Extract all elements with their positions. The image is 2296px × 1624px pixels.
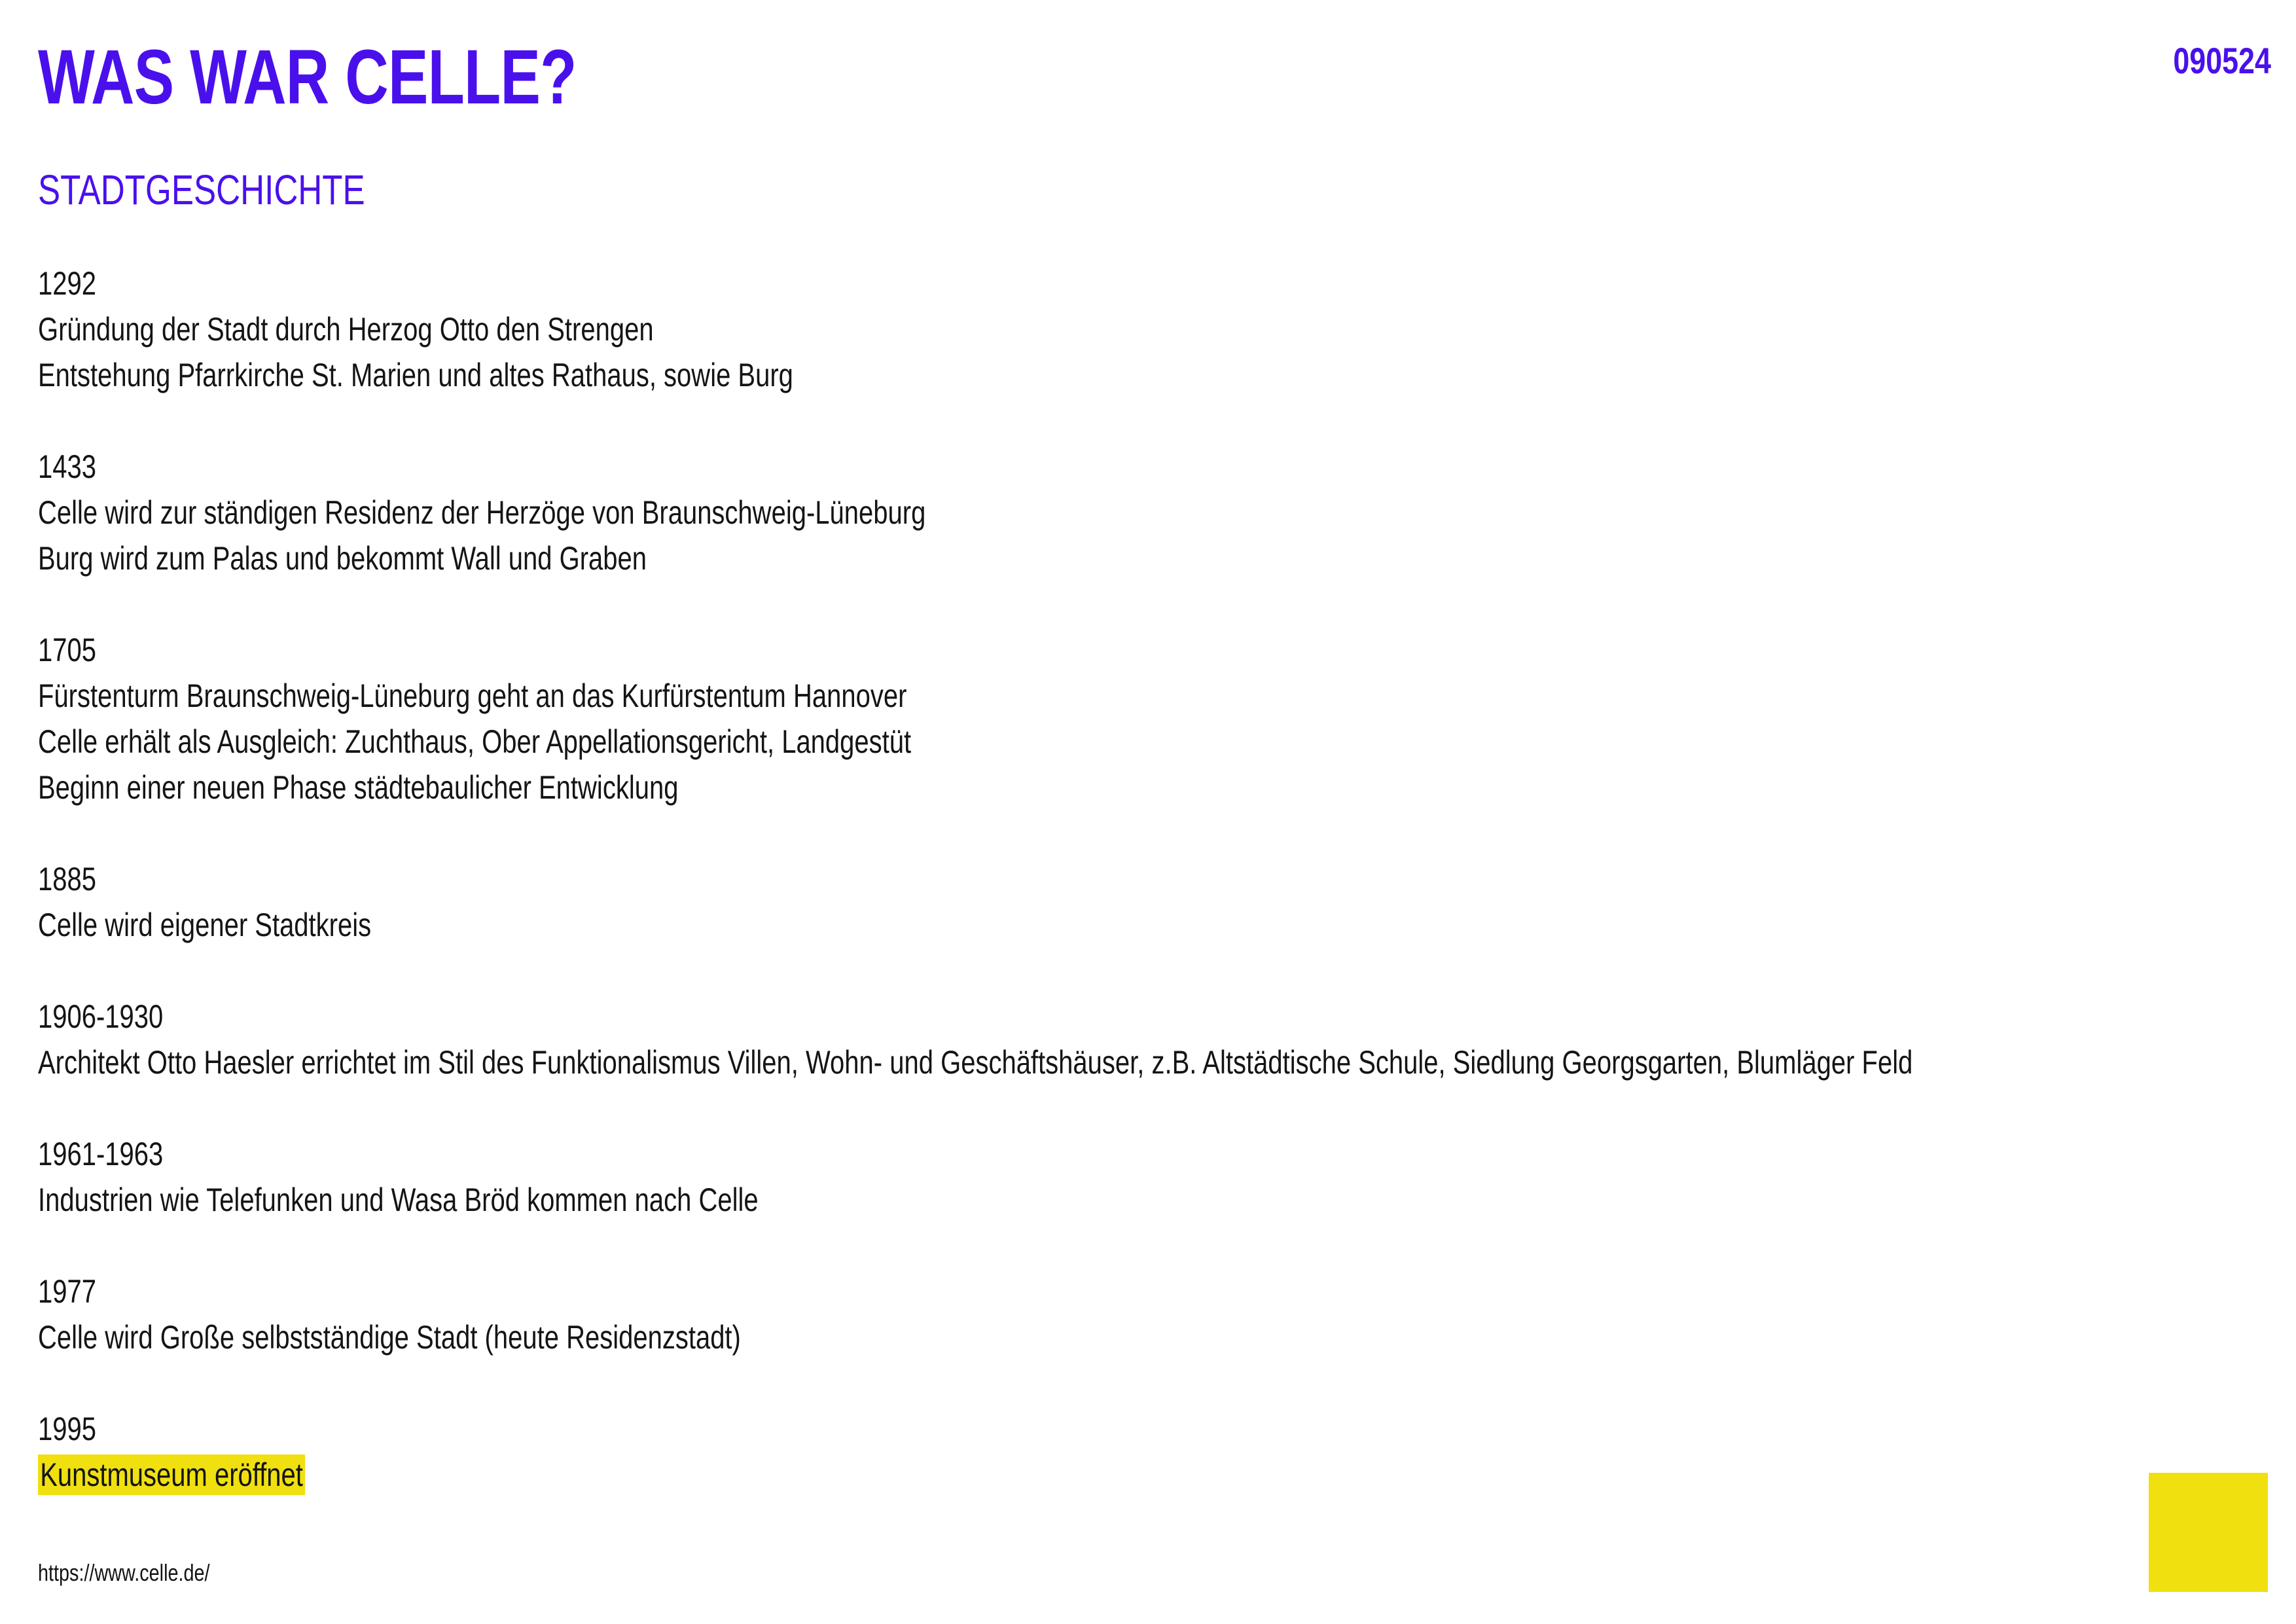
timeline-text: Celle erhält als Ausgleich: Zuchthaus, Ober Appellationsgericht, Landgestüt	[38, 723, 912, 760]
source-link[interactable]: https://www.celle.de/	[38, 1559, 210, 1586]
timeline-text: Celle wird zur ständigen Residenz der Herzöge von Braunschweig-Lüneburg	[38, 494, 926, 531]
highlighted-text: Kunstmuseum eröffnet	[38, 1454, 305, 1495]
page-title: WAS WAR CELLE?	[38, 34, 577, 120]
timeline-text: Architekt Otto Haesler errichtet im Stil des Funktionalismus Villen, Wohn- und Geschäftshäuser, z.B. Altstädtische Schule, Siedlung Georgsgarten, Blumläger Feld	[38, 1044, 1913, 1081]
timeline-year: 1292	[38, 265, 96, 302]
timeline-year: 1885	[38, 861, 96, 897]
document-code: 090524	[2173, 40, 2271, 81]
timeline-entry	[38, 1406, 2132, 1498]
section-subtitle: STADTGESCHICHTE	[38, 166, 365, 213]
timeline-year: 1977	[38, 1273, 96, 1310]
timeline-text: Beginn einer neuen Phase städtebaulicher Entwicklung	[38, 769, 679, 806]
decorative-yellow-square	[2149, 1473, 2268, 1592]
timeline-entry	[38, 1131, 2132, 1223]
timeline-text: Celle wird Große selbstständige Stadt (heute Residenzstadt)	[38, 1319, 741, 1356]
timeline-entry	[38, 856, 2132, 948]
timeline-text: Fürstenturm Braunschweig-Lüneburg geht an das Kurfürstentum Hannover	[38, 677, 907, 714]
timeline-year: 1433	[38, 448, 96, 485]
timeline-entry	[38, 627, 2132, 810]
timeline-entry	[38, 994, 2132, 1085]
timeline-text: Burg wird zum Palas und bekommt Wall und Graben	[38, 540, 647, 577]
timeline-text: Entstehung Pfarrkirche St. Marien und altes Rathaus, sowie Burg	[38, 357, 793, 393]
timeline-entry	[38, 261, 2132, 398]
timeline-year: 1995	[38, 1411, 96, 1447]
timeline-text: Gründung der Stadt durch Herzog Otto den Strengen	[38, 311, 654, 348]
timeline-year: 1906-1930	[38, 998, 164, 1035]
timeline-text: Celle wird eigener Stadtkreis	[38, 907, 372, 943]
timeline	[38, 261, 2132, 1543]
timeline-year: 1705	[38, 632, 96, 668]
timeline-year: 1961-1963	[38, 1136, 164, 1172]
timeline-entry	[38, 444, 2132, 581]
timeline-text: Industrien wie Telefunken und Wasa Bröd kommen nach Celle	[38, 1182, 759, 1218]
timeline-entry	[38, 1269, 2132, 1360]
